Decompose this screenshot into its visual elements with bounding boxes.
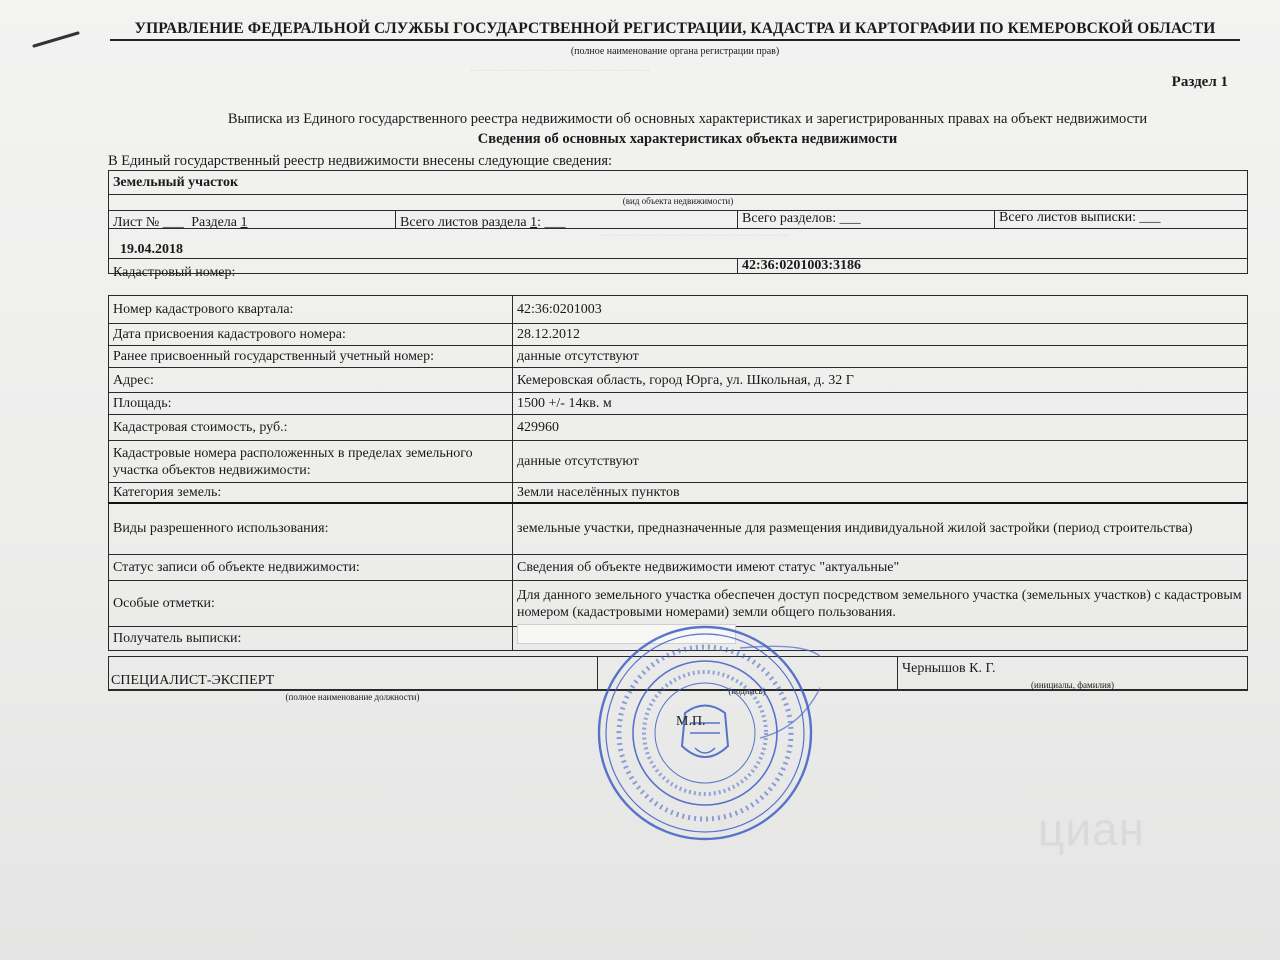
table-row bbox=[109, 296, 1248, 324]
extract-date: 19.04.2018 bbox=[120, 242, 183, 257]
table-row bbox=[109, 441, 1248, 483]
row-value: Для данного земельного участка обеспечен доступ посредством земельного участка (земельных участков) с кадастровым номером (кадастровыми номерами) земли общего пользования. bbox=[513, 581, 1248, 627]
show-through-text: ............................................................ bbox=[470, 60, 650, 74]
official-seal-stamp bbox=[590, 618, 820, 848]
organization-caption: (полное наименование органа регистрации прав) bbox=[570, 46, 780, 57]
row-value: земельные участки, предназначенные для размещения индивидуальной жилой застройки (период строительства) bbox=[513, 503, 1248, 555]
table-row bbox=[109, 415, 1248, 441]
total-sheets-label: Всего листов раздела bbox=[400, 215, 527, 230]
row-label: Ранее присвоенный государственный учетный номер: bbox=[109, 346, 513, 368]
cadastral-number-value: 42:36:0201003:3186 bbox=[742, 258, 861, 273]
sheet-label: Лист № bbox=[113, 215, 160, 230]
row-label: Дата присвоения кадастрового номера: bbox=[109, 324, 513, 346]
section-word: Раздела bbox=[191, 215, 238, 230]
show-through-text: ............................................................... bbox=[600, 225, 789, 239]
cian-watermark: циан bbox=[1037, 803, 1145, 855]
table-divider bbox=[737, 258, 738, 274]
row-value: 1500 +/- 14кв. м bbox=[513, 393, 1248, 415]
intro-text: В Единый государственный реестр недвижимости внесены следующие сведения: bbox=[108, 153, 613, 169]
table-divider bbox=[994, 210, 995, 228]
extract-title: Выписка из Единого государственного реестра недвижимости об основных характеристиках и зарегистрированных правах на объект недвижимости bbox=[227, 111, 1148, 127]
table-row bbox=[109, 483, 1248, 503]
total-extract-label: Всего листов выписки: bbox=[999, 210, 1136, 225]
object-type-caption: (вид объекта недвижимости) bbox=[622, 196, 734, 206]
signature-caption: (подпись) bbox=[728, 686, 766, 696]
position-caption: (полное наименование должности) bbox=[285, 692, 420, 702]
row-label: Статус записи об объекте недвижимости: bbox=[109, 555, 513, 581]
table-row bbox=[109, 368, 1248, 393]
organization-title: УПРАВЛЕНИЕ ФЕДЕРАЛЬНОЙ СЛУЖБЫ ГОСУДАРСТВЕННОЙ РЕГИСТРАЦИИ, КАДАСТРА И КАРТОГРАФИИ ПО КЕМЕРОВСКОЙ ОБЛАСТИ bbox=[110, 20, 1240, 41]
row-value: 42:36:0201003 bbox=[513, 296, 1248, 324]
total-sections-label: Всего разделов: bbox=[742, 211, 837, 226]
table-divider bbox=[108, 194, 1248, 195]
table-divider bbox=[395, 210, 396, 228]
table-divider bbox=[108, 258, 1248, 259]
row-value: Сведения об объекте недвижимости имеют статус "актуальные" bbox=[513, 555, 1248, 581]
row-label: Категория земель: bbox=[109, 483, 513, 503]
table-row bbox=[109, 393, 1248, 415]
section-number: 1 bbox=[240, 215, 248, 230]
row-value: 28.12.2012 bbox=[513, 324, 1248, 346]
sheet-number: ___ bbox=[162, 215, 184, 230]
row-label: Кадастровые номера расположенных в пределах земельного участка объектов недвижимости: bbox=[109, 441, 513, 483]
row-label: Особые отметки: bbox=[109, 581, 513, 627]
total-extract-value: ___ bbox=[1139, 210, 1161, 225]
row-value: данные отсутствуют bbox=[513, 441, 1248, 483]
section-label: Раздел 1 bbox=[1171, 74, 1228, 90]
total-sheets-suffix: : ___ bbox=[537, 215, 566, 230]
total-extract-field bbox=[999, 210, 1160, 226]
object-type: Земельный участок bbox=[113, 175, 239, 190]
section-title: Сведения об основных характеристиках объекта недвижимости bbox=[477, 131, 898, 147]
row-value: Земли населённых пунктов bbox=[513, 483, 1248, 503]
row-value: 429960 bbox=[513, 415, 1248, 441]
row-label: Адрес: bbox=[109, 368, 513, 393]
table-row bbox=[109, 324, 1248, 346]
row-value: Кемеровская область, город Юрга, ул. Школьная, д. 32 Г bbox=[513, 368, 1248, 393]
signer-name: Чернышов К. Г. bbox=[902, 661, 996, 676]
row-label: Площадь: bbox=[109, 393, 513, 415]
row-label: Кадастровая стоимость, руб.: bbox=[109, 415, 513, 441]
row-label: Номер кадастрового квартала: bbox=[109, 296, 513, 324]
cadastral-number-label: Кадастровый номер: bbox=[113, 265, 236, 280]
name-caption: (инициалы, фамилия) bbox=[1031, 680, 1114, 690]
table-row bbox=[109, 555, 1248, 581]
total-sheets-value: 1 bbox=[530, 215, 538, 230]
signer-position: СПЕЦИАЛИСТ-ЭКСПЕРТ bbox=[111, 673, 275, 688]
row-label: Виды разрешенного использования: bbox=[109, 503, 513, 555]
seal-place-label: М.П. bbox=[676, 714, 706, 729]
total-sections-value: ___ bbox=[839, 211, 861, 226]
total-sections-field bbox=[742, 211, 861, 227]
characteristics-table bbox=[108, 295, 1248, 651]
table-divider bbox=[737, 210, 738, 228]
table-row bbox=[109, 346, 1248, 368]
pen-mark-icon bbox=[32, 30, 82, 48]
row-value: данные отсутствуют bbox=[513, 346, 1248, 368]
row-label: Получатель выписки: bbox=[109, 627, 513, 651]
table-row bbox=[109, 503, 1248, 555]
table-divider bbox=[108, 228, 1248, 229]
